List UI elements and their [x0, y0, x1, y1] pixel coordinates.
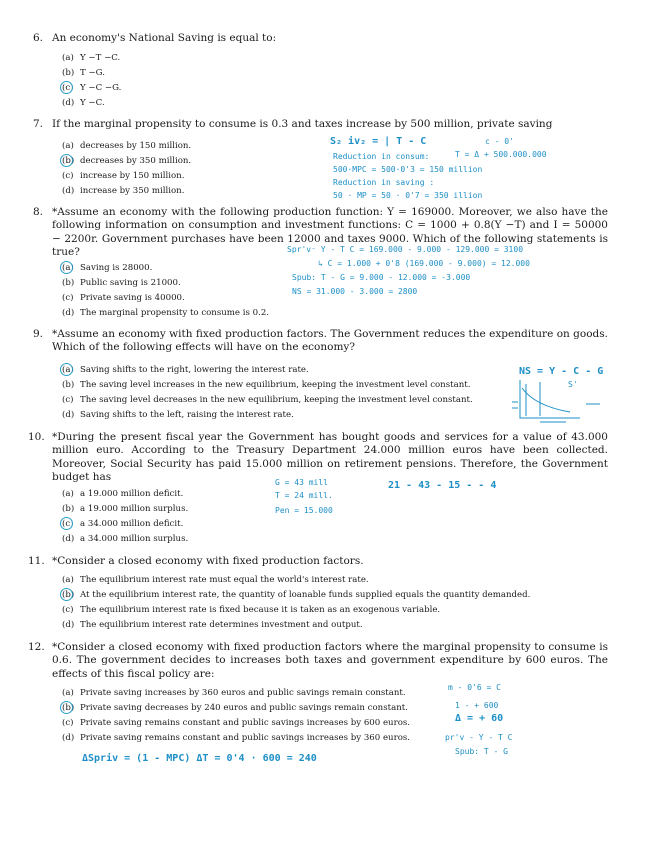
option-b[interactable]: (b) decreases by 350 million.	[62, 156, 192, 166]
selected-answer-mark	[60, 517, 73, 530]
handwritten-note: Reduction in consum:	[333, 152, 430, 161]
handwritten-note: pr'v - Y - T C	[445, 733, 513, 742]
option-a[interactable]: (a) a 19.000 million deficit.	[62, 489, 184, 499]
option-a[interactable]: (a) Saving shifts to the right, lowering the interest rate.	[62, 365, 309, 375]
option-a[interactable]: (a) Private saving increases by 360 euros and public savings remain constant.	[62, 688, 406, 698]
question-number: 9.	[33, 328, 44, 340]
option-b[interactable]: (b) T −G.	[62, 68, 105, 78]
handwritten-note: S₂ iv₂ = | T - C	[330, 136, 427, 147]
option-c[interactable]: (c) Private saving remains constant and public savings increases by 600 euros.	[62, 718, 411, 728]
handwritten-note: S'	[568, 380, 578, 389]
question-stem: An economy's National Saving is equal to:	[52, 32, 277, 44]
selected-answer-mark	[60, 81, 73, 94]
option-d[interactable]: (d) The marginal propensity to consume is 0.2.	[62, 308, 270, 318]
handwritten-note: 50 · MP = 50 · 0'7 = 350 illion	[333, 191, 483, 200]
question-stem: If the marginal propensity to consume is 0.3 and taxes increase by 500 million, private saving	[52, 118, 553, 130]
option-b[interactable]: (b) At the equilibrium interest rate, the quantity of loanable funds supplied equals the quantity demanded.	[62, 590, 531, 600]
question-stem: *Assume an economy with the following production function: Y = 169000. Moreover, we also have the following information on consumption and investment functions: C = 1000 + 0.8(Y −T) and I = 50000 − 2200r. Government purchases have been 12000 and taxes 9000. Which of the following statements is true?	[52, 206, 608, 259]
option-a[interactable]: (a) Y −T −C.	[62, 53, 121, 63]
option-d[interactable]: (d) Private saving remains constant and public savings increases by 360 euros.	[62, 733, 411, 743]
question-number: 12.	[28, 641, 45, 653]
handwritten-note: 21 - 43 - 15 - - 4	[388, 480, 497, 491]
handwritten-note: Spr'v⁻ Y - T C = 169.000 - 9.000 - 129.000 = 3100	[287, 245, 524, 254]
handwritten-note: Pen = 15.000	[275, 506, 333, 515]
option-c[interactable]: (c) The saving level decreases in the new equilibrium, keeping the investment level constant.	[62, 395, 473, 405]
option-c[interactable]: (c) Private saving is 40000.	[62, 293, 185, 303]
handwritten-note: Spub: T - G	[455, 747, 508, 756]
option-d[interactable]: (d) a 34.000 million surplus.	[62, 534, 189, 544]
handwritten-note: T = Δ + 500.000.000	[455, 150, 547, 159]
selected-answer-mark	[60, 363, 73, 376]
option-d[interactable]: (d) increase by 350 million.	[62, 186, 185, 196]
handwritten-note: 500·MPC = 500·0'3 = 150 million	[333, 165, 483, 174]
option-b[interactable]: (b) a 19.000 million surplus.	[62, 504, 189, 514]
question-number: 11.	[28, 555, 45, 567]
option-d[interactable]: (d) The equilibrium interest rate determines investment and output.	[62, 620, 363, 630]
option-c[interactable]: (c) increase by 150 million.	[62, 171, 185, 181]
selected-answer-mark	[60, 701, 73, 714]
option-d[interactable]: (d) Saving shifts to the left, raising the interest rate.	[62, 410, 294, 420]
question-number: 8.	[33, 206, 44, 218]
handwritten-note: NS = 31.000 - 3.000 = 2800	[292, 287, 418, 296]
handwritten-note: Spub: T - G = 9.000 - 12.000 = -3.000	[292, 273, 471, 282]
handwritten-note: m - 0'6 = C	[448, 683, 501, 692]
handwritten-note: c - 0'	[485, 137, 514, 146]
question-stem: *Assume an economy with fixed production factors. The Government reduces the expenditure on goods. Which of the following effects will have on the economy?	[52, 328, 608, 354]
selected-answer-mark	[60, 154, 73, 167]
option-a[interactable]: (a) Saving is 28000.	[62, 263, 153, 273]
option-c[interactable]: (c) Y −C −G.	[62, 83, 122, 93]
option-a[interactable]: (a) The equilibrium interest rate must equal the world's interest rate.	[62, 575, 369, 585]
handwritten-note: 1 - + 600	[455, 701, 499, 710]
option-a[interactable]: (a) decreases by 150 million.	[62, 141, 192, 151]
saving-investment-sketch-icon	[510, 378, 610, 426]
option-b[interactable]: (b) Private saving decreases by 240 euros and public savings remain constant.	[62, 703, 408, 713]
question-stem: *Consider a closed economy with fixed production factors where the marginal propensity to consume is 0.6. The government decides to increases both taxes and government expenditure by 600 euros. The effects of this fiscal policy are:	[52, 641, 608, 680]
question-stem: *During the present fiscal year the Government has bought goods and services for a value of 43.000 million euro. According to the Treasury Department 24.000 million euros have been collected. Moreover, Social Security has paid 15.000 million on retirement pensions. Therefore, the Government budget has	[52, 431, 608, 484]
handwritten-note: ΔSpriv = (1 - MPC) ΔT = 0'4 · 600 = 240	[82, 753, 317, 764]
question-number: 7.	[33, 118, 44, 130]
option-b[interactable]: (b) Public saving is 21000.	[62, 278, 181, 288]
handwritten-note: NS = Y - C - G	[519, 366, 604, 377]
selected-answer-mark	[60, 261, 73, 274]
question-stem: *Consider a closed economy with fixed production factors.	[52, 555, 364, 567]
handwritten-note: ↳ C = 1.000 + 0'8 (169.000 - 9.000) = 12.000	[318, 259, 530, 268]
question-number: 6.	[33, 32, 44, 44]
option-c[interactable]: (c) The equilibrium interest rate is fixed because it is taken as an exogenous variable.	[62, 605, 441, 615]
handwritten-note: G = 43 mill	[275, 478, 328, 487]
option-c[interactable]: (c) a 34.000 million deficit.	[62, 519, 184, 529]
option-d[interactable]: (d) Y −C.	[62, 98, 105, 108]
option-b[interactable]: (b) The saving level increases in the new equilibrium, keeping the investment level constant.	[62, 380, 471, 390]
handwritten-note: Δ = + 60	[455, 713, 504, 724]
handwritten-note: T = 24 mill.	[275, 491, 333, 500]
question-number: 10.	[28, 431, 45, 443]
selected-answer-mark	[60, 588, 73, 601]
handwritten-note: Reduction in saving :	[333, 178, 435, 187]
